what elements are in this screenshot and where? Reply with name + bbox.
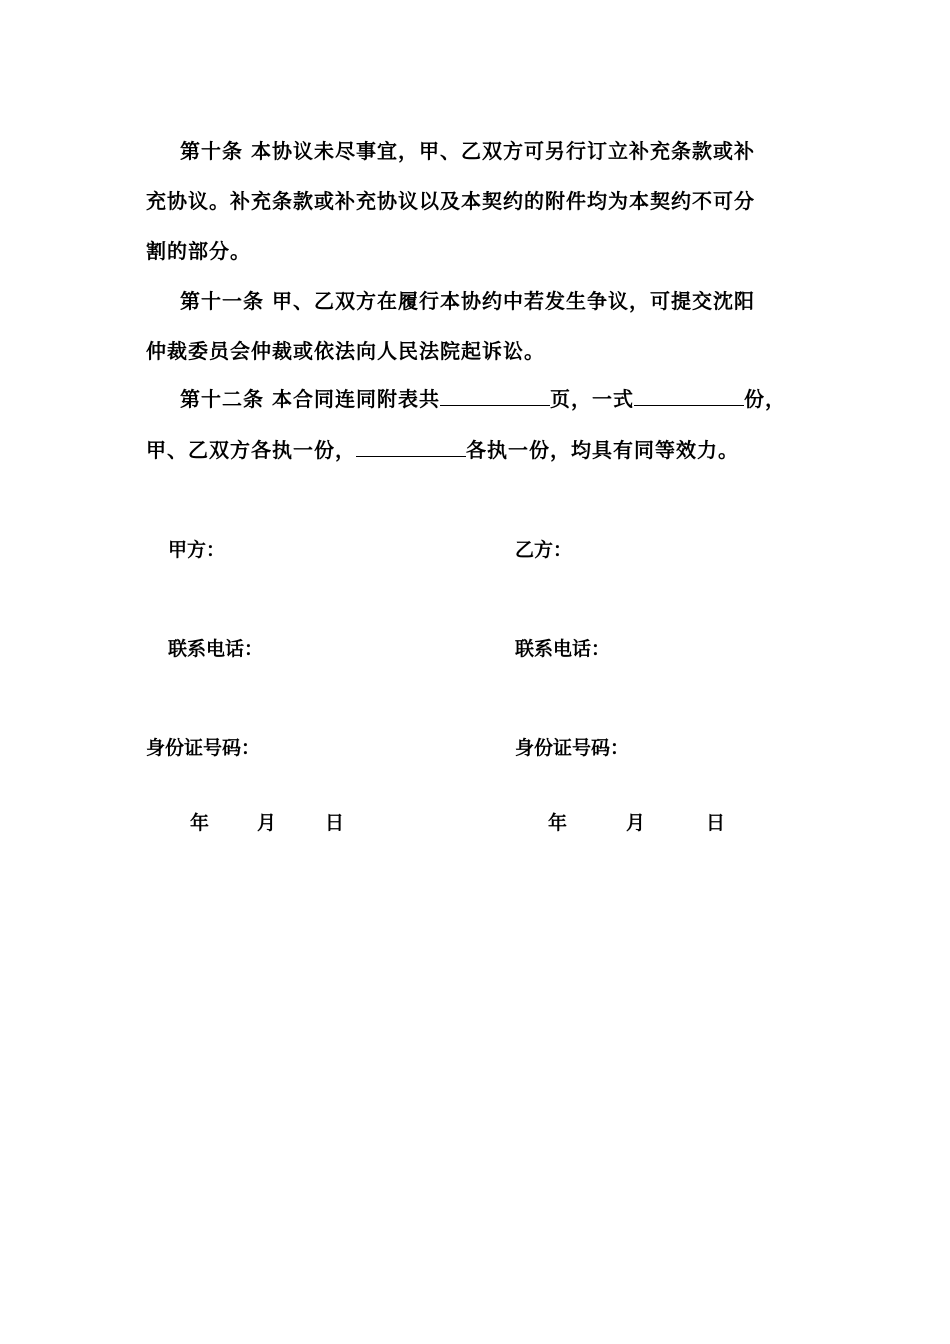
other-party-blank[interactable]: [356, 438, 466, 457]
party-b-label: 乙方：: [515, 539, 573, 561]
article-11-line-2: 仲裁委员会仲裁或依法向人民法院起诉讼。: [146, 339, 545, 363]
article-10-line-2: 充协议。补充条款或补充协议以及本契约的附件均为本契约不可分: [146, 189, 755, 213]
date-a-day: 日: [325, 812, 345, 834]
id-b-label: 身份证号码：: [515, 737, 630, 759]
phone-b-label: 联系电话：: [515, 638, 611, 660]
article-12-line-2: [146, 438, 739, 462]
article-12-line-1: [180, 387, 786, 411]
date-a-year: 年: [190, 812, 210, 834]
date-b-year: 年: [548, 812, 568, 834]
article-10-line-3: 割的部分。: [146, 239, 251, 263]
phone-a-label: 联系电话：: [168, 638, 264, 660]
date-b-day: 日: [706, 812, 726, 834]
article-12-text-3: 份，: [743, 387, 786, 411]
article-11-line-1: 第十一条 甲、乙双方在履行本协约中若发生争议，可提交沈阳: [180, 289, 755, 313]
article-10-line-1: 第十条 本协议未尽事宜，甲、乙双方可另行订立补充条款或补: [180, 139, 755, 163]
date-a-month: 月: [257, 812, 277, 834]
article-12-text-5: 各执一份，均具有同等效力。: [466, 438, 739, 462]
page-count-blank[interactable]: [440, 387, 550, 406]
party-a-label: 甲方：: [168, 539, 226, 561]
id-a-label: 身份证号码：: [146, 737, 261, 759]
article-12-text-2: 页，一式: [549, 387, 634, 411]
date-b-month: 月: [626, 812, 646, 834]
article-12-text-1: 第十二条 本合同连同附表共: [180, 387, 440, 411]
copy-count-blank[interactable]: [634, 387, 744, 406]
article-12-text-4: 甲、乙双方各执一份，: [146, 438, 356, 462]
